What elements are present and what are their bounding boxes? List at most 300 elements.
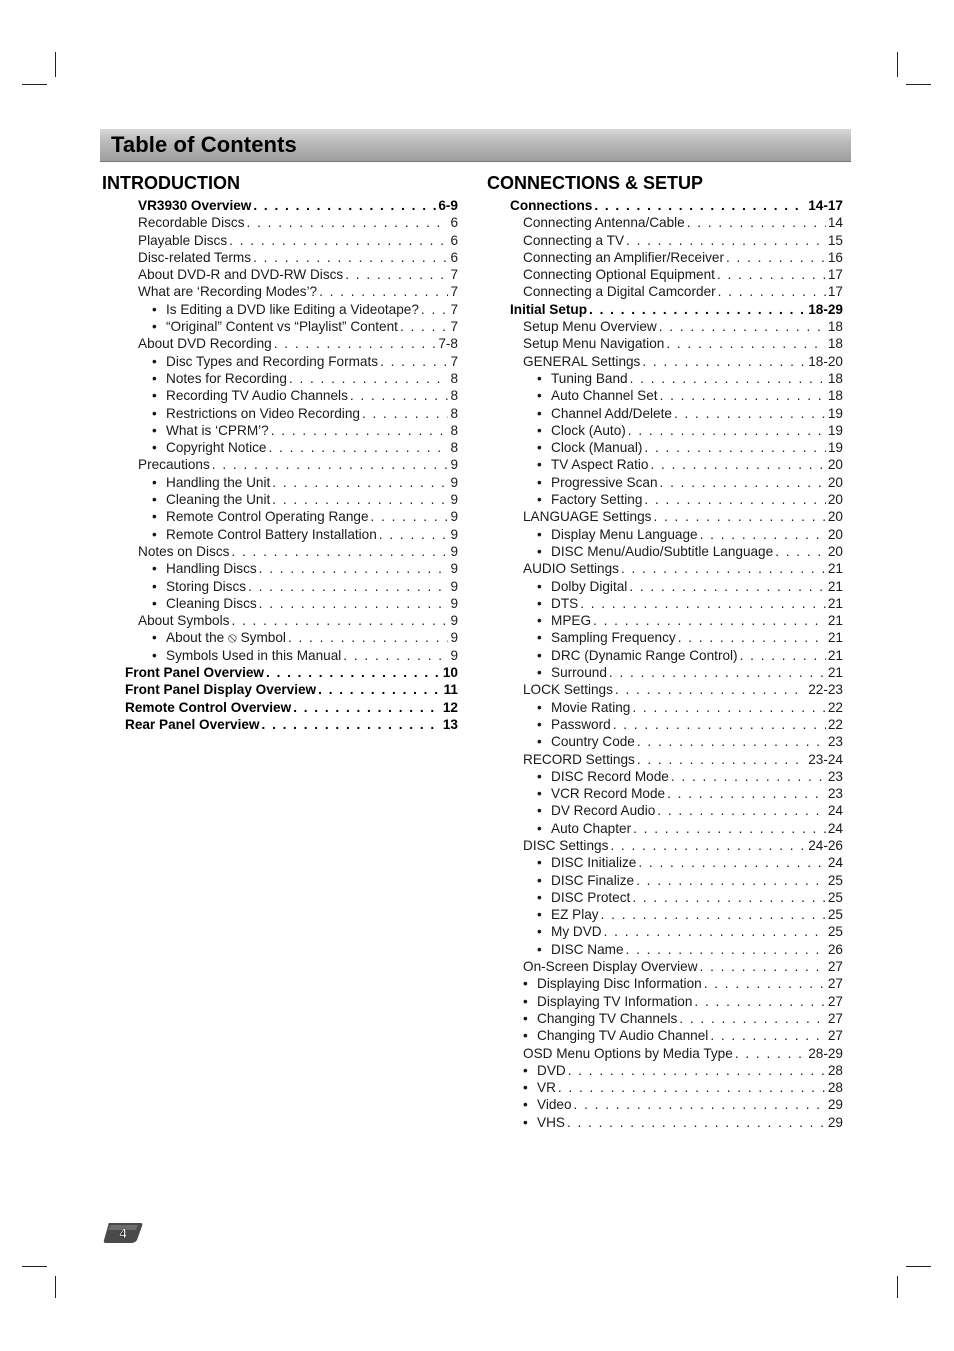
bullet: • xyxy=(152,647,157,663)
dot-leader xyxy=(380,353,448,370)
dot-leader xyxy=(593,612,826,629)
bullet: • xyxy=(537,578,542,594)
toc-entry-page: 9 xyxy=(450,561,458,577)
toc-entry-label: Connections xyxy=(510,198,593,213)
bullet: • xyxy=(537,768,542,784)
bullet: • xyxy=(537,422,542,438)
toc-entry-label: DTS xyxy=(551,595,579,611)
title-banner xyxy=(100,129,851,162)
bullet: • xyxy=(537,370,542,386)
dot-leader xyxy=(259,560,449,577)
toc-entry-label: DVD xyxy=(537,1062,566,1078)
toc-entry-page: 6-9 xyxy=(438,198,458,213)
bullet: • xyxy=(537,699,542,715)
toc-entry-label: Surround xyxy=(551,665,607,681)
dot-leader xyxy=(626,941,826,958)
dot-leader xyxy=(269,439,449,456)
toc-entry xyxy=(487,318,843,335)
bullet: • xyxy=(152,595,157,611)
toc-entry xyxy=(487,872,843,889)
toc-entry xyxy=(487,405,843,422)
toc-entry-page: 8 xyxy=(450,370,458,386)
toc-entry xyxy=(102,318,458,335)
toc-entry xyxy=(102,197,458,214)
toc-entry-page: 23 xyxy=(827,768,843,784)
toc-entry xyxy=(487,232,843,249)
bullet: • xyxy=(523,993,528,1009)
bullet: • xyxy=(537,941,542,957)
toc-entry xyxy=(487,906,843,923)
toc-entry xyxy=(102,664,458,681)
toc-entry-label: Symbols Used in this Manual xyxy=(166,647,342,663)
dot-leader xyxy=(288,629,448,646)
bullet: • xyxy=(523,1080,528,1096)
dot-leader xyxy=(253,197,436,214)
toc-entry-page: 20 xyxy=(827,543,843,559)
toc-entry-page: 15 xyxy=(827,232,843,248)
toc-entry xyxy=(102,491,458,508)
toc-entry-page: 20 xyxy=(827,474,843,490)
dot-leader xyxy=(632,889,826,906)
toc-entry-label: GENERAL Settings xyxy=(523,353,641,369)
dot-leader xyxy=(253,249,448,266)
bullet: • xyxy=(537,405,542,421)
toc-entry-page: 27 xyxy=(827,959,843,975)
toc-entry-label: Disc Types and Recording Formats xyxy=(166,353,379,369)
toc-entry-label: Disc-related Terms xyxy=(138,249,252,265)
toc-entry-label: On-Screen Display Overview xyxy=(523,959,698,975)
bullet: • xyxy=(537,388,542,404)
introduction-entries xyxy=(102,197,458,733)
toc-entry xyxy=(102,422,458,439)
toc-entry xyxy=(487,768,843,785)
toc-entry xyxy=(487,543,843,560)
toc-entry-page: 9 xyxy=(450,474,458,490)
toc-entry-label: My DVD xyxy=(551,924,602,940)
dot-leader xyxy=(666,335,826,352)
toc-entry-label: Copyright Notice xyxy=(166,440,267,456)
toc-entry-label: Front Panel Overview xyxy=(125,665,265,681)
toc-entry xyxy=(102,595,458,612)
toc-entry-label: Country Code xyxy=(551,734,635,750)
toc-entry-label: Storing Discs xyxy=(166,578,247,594)
toc-entry-label: Displaying Disc Information xyxy=(537,976,702,992)
toc-entry-page: 12 xyxy=(442,699,458,715)
dot-leader xyxy=(345,266,448,283)
dot-leader xyxy=(700,526,826,543)
dot-leader xyxy=(362,405,448,422)
dot-leader xyxy=(717,266,826,283)
toc-entry-page: 19 xyxy=(827,405,843,421)
toc-entry xyxy=(102,716,458,733)
toc-entry xyxy=(487,837,843,854)
bullet: • xyxy=(537,474,542,490)
toc-entry-page: 18-29 xyxy=(808,301,843,317)
dot-leader xyxy=(726,249,826,266)
toc-entry-page: 11 xyxy=(443,682,458,698)
toc-entry-page: 6 xyxy=(450,232,458,248)
dot-leader xyxy=(604,923,826,940)
toc-entry-label: DV Record Audio xyxy=(551,803,656,819)
dot-leader xyxy=(229,232,448,249)
toc-entry-label: Sampling Frequency xyxy=(551,630,676,646)
toc-entry xyxy=(487,560,843,577)
bullet: • xyxy=(152,422,157,438)
bullet: • xyxy=(152,492,157,508)
dot-leader xyxy=(660,474,826,491)
bullet: • xyxy=(537,734,542,750)
toc-entry xyxy=(102,681,458,698)
toc-entry xyxy=(487,491,843,508)
dot-leader xyxy=(679,1010,826,1027)
toc-entry-label: LOCK Settings xyxy=(523,682,613,698)
toc-entry-page: 8 xyxy=(450,388,458,404)
toc-entry xyxy=(487,283,843,300)
crop-mark xyxy=(22,1266,47,1267)
toc-entry-page: 27 xyxy=(827,1028,843,1044)
toc-entry-page: 20 xyxy=(827,492,843,508)
toc-entry-page: 8 xyxy=(450,422,458,438)
toc-entry-label: About Symbols xyxy=(138,613,230,629)
toc-entry xyxy=(487,301,843,318)
toc-entry-label: VR xyxy=(537,1080,556,1096)
dot-leader xyxy=(400,318,449,335)
bullet: • xyxy=(152,509,157,525)
introduction-column xyxy=(102,171,458,733)
toc-entry-page: 7-8 xyxy=(438,336,458,352)
toc-entry xyxy=(487,474,843,491)
toc-entry-page: 21 xyxy=(827,595,843,611)
toc-entry-page: 21 xyxy=(827,630,843,646)
toc-entry-page: 29 xyxy=(827,1114,843,1130)
dot-leader xyxy=(650,456,825,473)
toc-entry-label: Tuning Band xyxy=(551,370,628,386)
dot-leader xyxy=(687,214,826,231)
dot-leader xyxy=(293,699,441,716)
dot-leader xyxy=(621,560,826,577)
toc-entry xyxy=(102,232,458,249)
toc-entry-label: Cleaning the Unit xyxy=(166,492,271,508)
bullet: • xyxy=(152,405,157,421)
toc-entry xyxy=(487,802,843,819)
toc-entry xyxy=(487,249,843,266)
dot-leader xyxy=(567,1114,826,1131)
toc-entry-page: 25 xyxy=(827,907,843,923)
toc-entry xyxy=(487,422,843,439)
dot-leader xyxy=(558,1079,826,1096)
dot-leader xyxy=(775,543,826,560)
toc-entry-label: Password xyxy=(551,716,611,732)
toc-entry-label: Cleaning Discs xyxy=(166,595,257,611)
dot-leader xyxy=(628,422,826,439)
dot-leader xyxy=(735,1045,806,1062)
dot-leader xyxy=(700,958,826,975)
dot-leader xyxy=(740,647,826,664)
dot-leader xyxy=(274,335,437,352)
toc-entry xyxy=(102,560,458,577)
dot-leader xyxy=(653,508,825,525)
toc-entry-label: DISC Settings xyxy=(523,837,609,853)
dot-leader xyxy=(637,733,826,750)
dot-leader xyxy=(644,491,825,508)
toc-entry xyxy=(487,681,843,698)
bullet: • xyxy=(537,665,542,681)
bullet: • xyxy=(537,786,542,802)
toc-entry-page: 24-26 xyxy=(808,837,843,853)
toc-entry-page: 7 xyxy=(450,267,458,283)
toc-entry xyxy=(102,266,458,283)
toc-entry-label: Clock (Auto) xyxy=(551,422,626,438)
bullet: • xyxy=(537,889,542,905)
crop-mark xyxy=(22,84,47,85)
toc-entry-page: 7 xyxy=(450,353,458,369)
toc-entry-page: 6 xyxy=(450,249,458,265)
toc-entry-label: Movie Rating xyxy=(551,699,631,715)
toc-entry-page: 9 xyxy=(450,613,458,629)
toc-entry-page: 9 xyxy=(450,526,458,542)
bullet: • xyxy=(537,526,542,542)
toc-entry-label: Recordable Discs xyxy=(138,215,245,231)
toc-entry xyxy=(102,647,458,664)
toc-entry xyxy=(487,751,843,768)
toc-entry-page: 14-17 xyxy=(808,198,843,213)
page-title: Table of Contents xyxy=(111,132,297,157)
bullet: • xyxy=(152,474,157,490)
dot-leader xyxy=(642,353,806,370)
toc-entry xyxy=(487,941,843,958)
toc-entry-label: Handling the Unit xyxy=(166,474,271,490)
toc-entry-label: Progressive Scan xyxy=(551,474,658,490)
toc-entry xyxy=(487,923,843,940)
toc-entry-page: 27 xyxy=(827,976,843,992)
toc-entry xyxy=(487,975,843,992)
toc-entry-label: Auto Chapter xyxy=(551,820,632,836)
dot-leader xyxy=(594,197,806,214)
dot-leader xyxy=(247,214,449,231)
toc-entry-label: Video xyxy=(537,1097,572,1113)
toc-entry-page: 20 xyxy=(827,457,843,473)
dot-leader xyxy=(580,595,826,612)
toc-entry xyxy=(487,699,843,716)
toc-entry-label: Connecting Optional Equipment xyxy=(523,267,715,283)
toc-entry-label: LANGUAGE Settings xyxy=(523,509,652,525)
toc-entry-page: 9 xyxy=(450,630,458,646)
toc-entry-page: 17 xyxy=(827,284,843,300)
bullet: • xyxy=(152,388,157,404)
toc-entry-label: Connecting Antenna/Cable xyxy=(523,215,685,231)
dot-leader xyxy=(319,283,448,300)
toc-entry-label: Remote Control Overview xyxy=(125,699,292,715)
toc-entry-page: 18 xyxy=(827,370,843,386)
toc-entry-page: 28 xyxy=(827,1080,843,1096)
toc-entry xyxy=(102,474,458,491)
bullet: • xyxy=(152,578,157,594)
dot-leader xyxy=(644,439,825,456)
toc-entry xyxy=(487,335,843,352)
toc-entry-page: 9 xyxy=(450,457,458,473)
dot-leader xyxy=(589,301,806,318)
toc-entry-label: Changing TV Audio Channel xyxy=(537,1028,709,1044)
toc-entry xyxy=(102,353,458,370)
toc-entry-label: VCR Record Mode xyxy=(551,786,666,802)
dot-leader xyxy=(630,370,826,387)
bullet: • xyxy=(152,319,157,335)
bullet: • xyxy=(537,440,542,456)
toc-entry-label: Display Menu Language xyxy=(551,526,698,542)
bullet: • xyxy=(152,370,157,386)
bullet: • xyxy=(152,353,157,369)
dot-leader xyxy=(671,768,826,785)
toc-entry xyxy=(102,370,458,387)
toc-entry xyxy=(487,733,843,750)
toc-entry-label: DISC Name xyxy=(551,941,624,957)
toc-entry xyxy=(487,1079,843,1096)
dot-leader xyxy=(259,595,449,612)
bullet: • xyxy=(537,855,542,871)
toc-entry-label: Remote Control Operating Range xyxy=(166,509,369,525)
toc-entry xyxy=(487,993,843,1010)
toc-entry-label: Dolby Digital xyxy=(551,578,628,594)
toc-entry xyxy=(487,716,843,733)
toc-entry xyxy=(102,387,458,404)
bullet: • xyxy=(152,630,157,646)
toc-entry-label: Connecting a TV xyxy=(523,232,625,248)
toc-entry-label: VR3930 Overview xyxy=(138,198,252,213)
toc-entry xyxy=(102,526,458,543)
toc-entry-page: 8 xyxy=(450,440,458,456)
toc-entry xyxy=(487,889,843,906)
toc-entry xyxy=(487,266,843,283)
dot-leader xyxy=(262,716,441,733)
toc-entry-page: 23-24 xyxy=(808,751,843,767)
dot-leader xyxy=(637,751,806,768)
toc-entry-label: Clock (Manual) xyxy=(551,440,643,456)
toc-entry xyxy=(102,439,458,456)
toc-entry-page: 14 xyxy=(827,215,843,231)
toc-entry-label: About DVD Recording xyxy=(138,336,272,352)
toc-entry xyxy=(487,526,843,543)
toc-entry-page: 9 xyxy=(450,578,458,594)
bullet: • xyxy=(537,457,542,473)
toc-entry-label: Changing TV Channels xyxy=(537,1010,678,1026)
toc-entry xyxy=(487,958,843,975)
bullet: • xyxy=(523,1028,528,1044)
toc-entry xyxy=(102,629,458,646)
introduction-heading: INTRODUCTION xyxy=(102,173,240,193)
toc-entry-page: 22 xyxy=(827,699,843,715)
toc-entry xyxy=(487,197,843,214)
dot-leader xyxy=(231,543,448,560)
crop-mark xyxy=(906,84,931,85)
dot-leader xyxy=(613,716,826,733)
toc-entry-label: Channel Add/Delete xyxy=(551,405,672,421)
toc-entry-page: 21 xyxy=(827,665,843,681)
toc-entry xyxy=(487,508,843,525)
bullet: • xyxy=(152,301,157,317)
toc-entry-page: 19 xyxy=(827,422,843,438)
dot-leader xyxy=(629,578,826,595)
dot-leader xyxy=(694,993,825,1010)
dot-leader xyxy=(610,837,806,854)
bullet: • xyxy=(152,526,157,542)
toc-entry-label: AUDIO Settings xyxy=(523,561,619,577)
dot-leader xyxy=(212,456,449,473)
toc-entry xyxy=(487,439,843,456)
toc-entry xyxy=(102,214,458,231)
toc-entry-page: 18-20 xyxy=(808,353,843,369)
dot-leader xyxy=(674,405,826,422)
dot-leader xyxy=(371,508,449,525)
toc-entry xyxy=(102,508,458,525)
bullet: • xyxy=(523,1114,528,1130)
toc-entry xyxy=(102,249,458,266)
toc-entry-label: RECORD Settings xyxy=(523,751,635,767)
toc-entry-page: 9 xyxy=(450,543,458,559)
dot-leader xyxy=(266,664,441,681)
bullet: • xyxy=(537,492,542,508)
toc-entry-page: 25 xyxy=(827,924,843,940)
toc-entry xyxy=(487,785,843,802)
toc-entry-page: 24 xyxy=(827,820,843,836)
toc-entry-page: 10 xyxy=(442,665,458,681)
crop-mark xyxy=(897,1276,898,1298)
dot-leader xyxy=(272,491,448,508)
bullet: • xyxy=(537,647,542,663)
dot-leader xyxy=(704,975,826,992)
toc-entry-page: 9 xyxy=(450,492,458,508)
bullet: • xyxy=(537,803,542,819)
dot-leader xyxy=(638,854,826,871)
toc-entry-label: DISC Record Mode xyxy=(551,768,669,784)
toc-entry xyxy=(487,1027,843,1044)
toc-entry xyxy=(487,456,843,473)
toc-entry xyxy=(487,647,843,664)
connections-heading: CONNECTIONS & SETUP xyxy=(487,173,704,193)
toc-entry-label: Remote Control Battery Installation xyxy=(166,526,377,542)
bullet: • xyxy=(537,872,542,888)
dot-leader xyxy=(636,872,826,889)
toc-entry-label: DISC Finalize xyxy=(551,872,635,888)
bullet: • xyxy=(523,1010,528,1026)
toc-entry-label: Displaying TV Information xyxy=(537,993,693,1009)
bullet: • xyxy=(537,595,542,611)
toc-entry-page: 9 xyxy=(450,509,458,525)
toc-entry-label: Initial Setup xyxy=(510,301,588,317)
dot-leader xyxy=(615,681,806,698)
bullet: • xyxy=(523,1097,528,1113)
page-number: 4 xyxy=(119,1225,127,1241)
bullet: • xyxy=(152,440,157,456)
toc-entry-label: “Original” Content vs “Playlist” Content xyxy=(166,319,398,335)
toc-entry-page: 8 xyxy=(450,405,458,421)
toc-entry-label: Connecting an Amplifier/Receiver xyxy=(523,249,724,265)
toc-entry xyxy=(487,595,843,612)
toc-entry-page: 25 xyxy=(827,872,843,888)
dot-leader xyxy=(678,629,826,646)
toc-entry-label: OSD Menu Options by Media Type xyxy=(523,1045,733,1061)
toc-entry-label: Restrictions on Video Recording xyxy=(166,405,360,421)
toc-entry-page: 27 xyxy=(827,1010,843,1026)
toc-entry-page: 21 xyxy=(827,578,843,594)
bullet: • xyxy=(537,716,542,732)
dot-leader xyxy=(272,474,448,491)
toc-entry-label: Notes on Discs xyxy=(138,543,230,559)
dot-leader xyxy=(626,232,826,249)
toc-entry-page: 24 xyxy=(827,855,843,871)
toc-entry-page: 27 xyxy=(827,993,843,1009)
bullet: • xyxy=(523,976,528,992)
toc-entry-label: DISC Menu/Audio/Subtitle Language xyxy=(551,543,774,559)
